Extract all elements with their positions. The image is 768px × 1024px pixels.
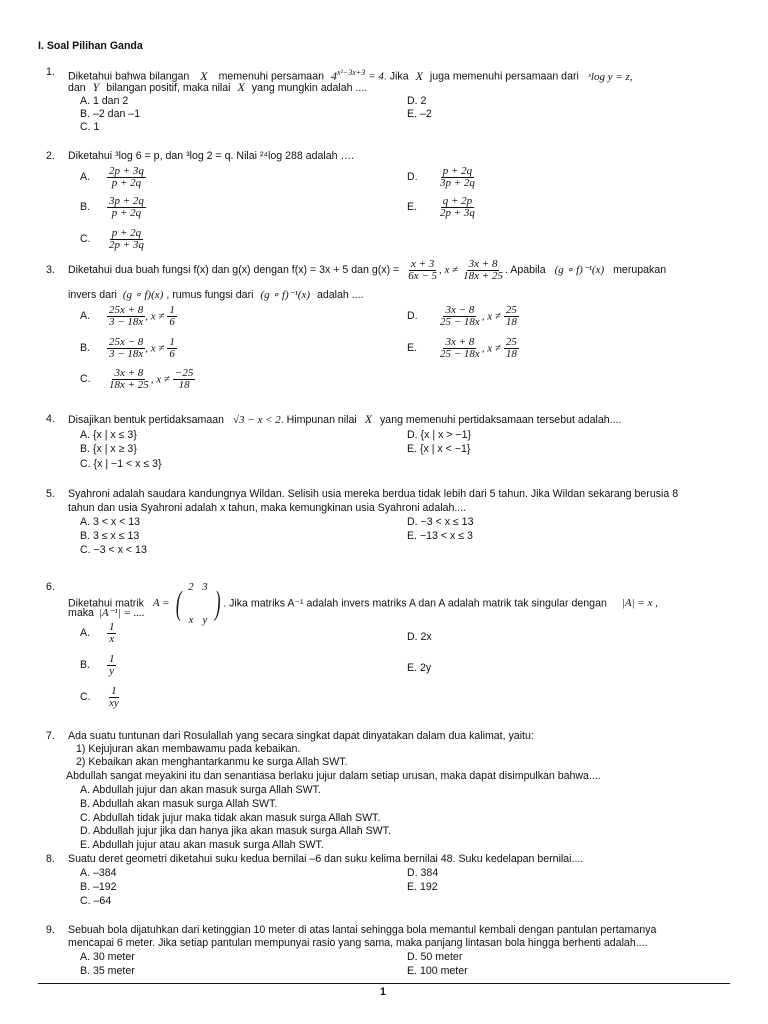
question-number: 7. <box>46 730 55 742</box>
math-base: 4 <box>330 68 337 83</box>
option-a[interactable]: A. {x | x ≤ 3} <box>80 429 137 441</box>
option-e[interactable]: E. $\frac{3x + 8}{25 - 18x}$ , x ≠ $\frac{25}{18}$ <box>407 336 517 360</box>
page-number: 1 <box>380 986 386 998</box>
option-b[interactable]: B. $\frac{1}{y}$ <box>80 653 115 677</box>
option-d[interactable]: D. 50 meter <box>407 951 463 963</box>
option-b[interactable]: B. {x | x ≥ 3} <box>80 443 137 455</box>
option-a[interactable]: A. 30 meter <box>80 951 135 963</box>
question-number: 1. <box>46 66 55 78</box>
fraction: $\frac{2p + 3q}{p + 2q}$ <box>108 165 144 189</box>
question-number: 3. <box>46 264 55 276</box>
option-b[interactable]: B. 35 meter <box>80 965 135 977</box>
question-number: 4. <box>46 413 55 425</box>
question-text: Sebuah bola dijatuhkan dari ketinggian 10 meter di atas lantai sehingga bola memantul kembali dengan pantulan pertamanya <box>68 924 657 936</box>
option-d[interactable]: D. $\frac{p + 2q}{3p + 2q}$ <box>407 165 475 189</box>
question-number: 5. <box>46 488 55 500</box>
question-text: Diketahui bahwa bilangan X memenuhi persamaan $4^{x^2-3x+3} = 4$. Jika X juga memenuhi persamaan dari ˣlog y = z, <box>68 68 633 83</box>
fraction: $\frac{3x - 8}{25 - 18x}$ <box>439 304 480 328</box>
option-c[interactable]: C. $\frac{p + 2q}{2p + 3q}$ <box>80 227 144 251</box>
math-determinant: |A| = x , <box>621 597 658 610</box>
question-number: 9. <box>46 924 55 936</box>
option-c[interactable]: C. $\frac{3x + 8}{18x + 25}$ , x ≠ $\frac{-25}{18}$ <box>80 367 194 391</box>
option-d[interactable]: D. 384 <box>407 867 439 879</box>
fraction: $\frac{p + 2q}{3p + 2q}$ <box>439 165 475 189</box>
question-text-line2: invers dari (g ∘ f)(x) , rumus fungsi dari (g ∘ f)⁻¹(x) adalah .... <box>68 289 364 301</box>
option-e[interactable]: E. $\frac{q + 2p}{2p + 3q}$ <box>407 195 475 219</box>
option-c[interactable]: C. 1 <box>80 121 100 133</box>
fraction: $\frac{3x + 8}{25 - 18x}$ <box>439 336 480 360</box>
fraction: $\frac{x + 3}{6x - 5}$ <box>408 257 438 282</box>
question-number: 2. <box>46 150 55 162</box>
option-c[interactable]: C. Abdullah tidak jujur maka tidak akan masuk surga Allah SWT. <box>80 812 381 824</box>
option-b[interactable]: B. Abdullah akan masuk surga Allah SWT. <box>80 798 278 810</box>
premise-1: 1) Kejujuran akan membawamu pada kebaikan. <box>76 743 301 755</box>
question-text: Ada suatu tuntunan dari Rosulallah yang secara singkat dapat dinyatakan dalam dua kalimat, yaitu: <box>68 730 534 742</box>
question-text: Suatu deret geometri diketahui suku kedua bernilai –6 dan suku kelima bernilai 48. Suku kedelapan bernilai.... <box>68 853 584 865</box>
fraction: $\frac{q + 2p}{2p + 3q}$ <box>439 195 475 219</box>
question-number: 8. <box>46 853 55 865</box>
question-number: 6. <box>46 581 55 593</box>
fraction: $\frac{25}{18}$ <box>505 336 517 360</box>
fraction: $\frac{-25}{18}$ <box>174 367 194 391</box>
fraction: $\frac{3p + 2q}{p + 2q}$ <box>108 195 144 219</box>
fraction: $\frac{25}{18}$ <box>505 304 517 328</box>
option-e[interactable]: E. 2y <box>407 662 432 674</box>
fraction: $\frac{1}{xy}$ <box>108 685 119 709</box>
fraction: $\frac{1}{y}$ <box>108 653 115 677</box>
question-text-line2: tahun dan usia Syahroni adalah x tahun, maka kemungkinan usia Syahroni adalah.... <box>68 502 467 514</box>
fraction: $\frac{3x + 8}{18x + 25}$ <box>463 257 503 282</box>
math-determinant: |A⁻¹| = .... <box>98 607 145 619</box>
question-text-line2: Abdullah sangat meyakini itu dan senantiasa berlaku jujur dalam setiap urusan, maka dapat disimpulkan bahwa.... <box>66 770 601 782</box>
option-b[interactable]: B. $\frac{3p + 2q}{p + 2q}$ <box>80 195 144 219</box>
matrix: ( 2 3 x y ) <box>175 581 221 626</box>
right-paren: ) <box>214 584 221 622</box>
option-c[interactable]: C. $\frac{1}{xy}$ <box>80 685 119 709</box>
question-text: Diketahui ³log 6 = p, dan ³log 2 = q. Nilai ²⁴log 288 adalah …. <box>68 150 355 162</box>
option-a[interactable]: A. $\frac{2p + 3q}{p + 2q}$ <box>80 165 144 189</box>
option-a[interactable]: A. Abdullah jujur dan akan masuk surga Allah SWT. <box>80 784 321 796</box>
option-a[interactable]: A. 1 dan 2 <box>80 95 129 107</box>
option-a[interactable]: A. $\frac{25x + 8}{3 - 18x}$ , x ≠ $\frac{1}{6}$ <box>80 304 175 328</box>
fraction: $\frac{3x + 8}{18x + 25}$ <box>108 367 149 391</box>
question-text: Diketahui dua buah fungsi f(x) dan g(x) dengan f(x) = 3x + 5 dan g(x) = $\frac{x + 3}{6x - 5}$ , x ≠ $\frac{3x + 8}{18x + 25}$ . Apabila (g ∘ f)⁻¹(x) merupakan <box>68 257 667 282</box>
math-log: ˣlog y = z, <box>587 70 633 83</box>
option-e[interactable]: E. −13 < x ≤ 3 <box>407 530 473 542</box>
fraction: $\frac{p + 2q}{2p + 3q}$ <box>108 227 144 251</box>
option-b[interactable]: B. $\frac{25x - 8}{3 - 18x}$ , x ≠ $\frac{1}{6}$ <box>80 336 175 360</box>
option-b[interactable]: B. –192 <box>80 881 117 893</box>
question-text-line2: dan Y bilangan positif, maka nilai X yang mungkin adalah .... <box>68 80 368 94</box>
option-b[interactable]: B. –2 dan –1 <box>80 108 141 120</box>
option-e[interactable]: E. 100 meter <box>407 965 468 977</box>
option-d[interactable]: D. −3 < x ≤ 13 <box>407 516 474 528</box>
math-inverse: (g ∘ f)⁻¹(x) <box>554 264 605 276</box>
fraction: $\frac{1}{6}$ <box>169 336 175 360</box>
option-d[interactable]: D. 2 <box>407 95 427 107</box>
option-c[interactable]: C. –64 <box>80 895 112 907</box>
option-b[interactable]: B. 3 ≤ x ≤ 13 <box>80 530 140 542</box>
option-e[interactable]: E. 192 <box>407 881 438 893</box>
option-d[interactable]: D. $\frac{3x - 8}{25 - 18x}$ , x ≠ $\frac{25}{18}$ <box>407 304 517 328</box>
option-d[interactable]: D. Abdullah jujur jika dan hanya jika akan masuk surga Allah SWT. <box>80 825 391 837</box>
section-title: I. Soal Pilihan Ganda <box>38 40 143 52</box>
footer-divider <box>38 983 730 984</box>
option-c[interactable]: C. −3 < x < 13 <box>80 544 147 556</box>
premise-2: 2) Kebaikan akan menghantarkanmu ke surga Allah SWT. <box>76 756 348 768</box>
math-inverse: (g ∘ f)⁻¹(x) <box>260 289 310 301</box>
math-inequality: √3 − x < 2 <box>233 414 281 426</box>
option-d[interactable]: D. 2x <box>407 631 432 643</box>
option-e[interactable]: E. –2 <box>407 108 432 120</box>
fraction: $\frac{1}{x}$ <box>108 621 115 645</box>
math-exponent: x²−3x+3 <box>336 68 366 77</box>
option-c[interactable]: C. {x | −1 < x ≤ 3} <box>80 458 162 470</box>
question-text: Syahroni adalah saudara kandungnya Wildan. Selisih usia mereka berdua tidak lebih dari 5 tahun. Jika Wildan sekarang berusia 8 <box>68 488 679 500</box>
question-text: Disajikan bentuk pertidaksamaan √3 − x < 2. Himpunan nilai X yang memenuhi pertidaksamaan tersebut adalah.... <box>68 412 622 426</box>
option-a[interactable]: A. –384 <box>80 867 117 879</box>
fraction: $\frac{25x + 8}{3 - 18x}$ <box>108 304 144 328</box>
option-a[interactable]: A. $\frac{1}{x}$ <box>80 621 115 645</box>
left-paren: ( <box>175 584 182 622</box>
math-composition: (g ∘ f)(x) <box>122 289 164 301</box>
option-e[interactable]: E. Abdullah jujur atau akan masuk surga Allah SWT. <box>80 839 324 851</box>
fraction: $\frac{1}{6}$ <box>169 304 175 328</box>
fraction: $\frac{25x - 8}{3 - 18x}$ <box>108 336 144 360</box>
option-d[interactable]: D. {x | x > −1} <box>407 429 471 441</box>
option-e[interactable]: E. {x | x < −1} <box>407 443 471 455</box>
question-text-line2: mencapai 6 meter. Jika setiap pantulan mempunyai rasio yang sama, maka panjang lintasan bola hingga berhenti adalah.... <box>68 937 648 949</box>
math-equals: = 4 <box>368 70 384 83</box>
question-text: Diketahui matrik A = ( 2 3 x y ) . Jika matriks A⁻¹ adalah invers matriks A dan A adalah matrik tak singular dengan |A| = x , <box>68 571 658 636</box>
option-a[interactable]: A. 3 < x < 13 <box>80 516 141 528</box>
question-text-line2: maka |A⁻¹| = .... <box>68 607 145 619</box>
